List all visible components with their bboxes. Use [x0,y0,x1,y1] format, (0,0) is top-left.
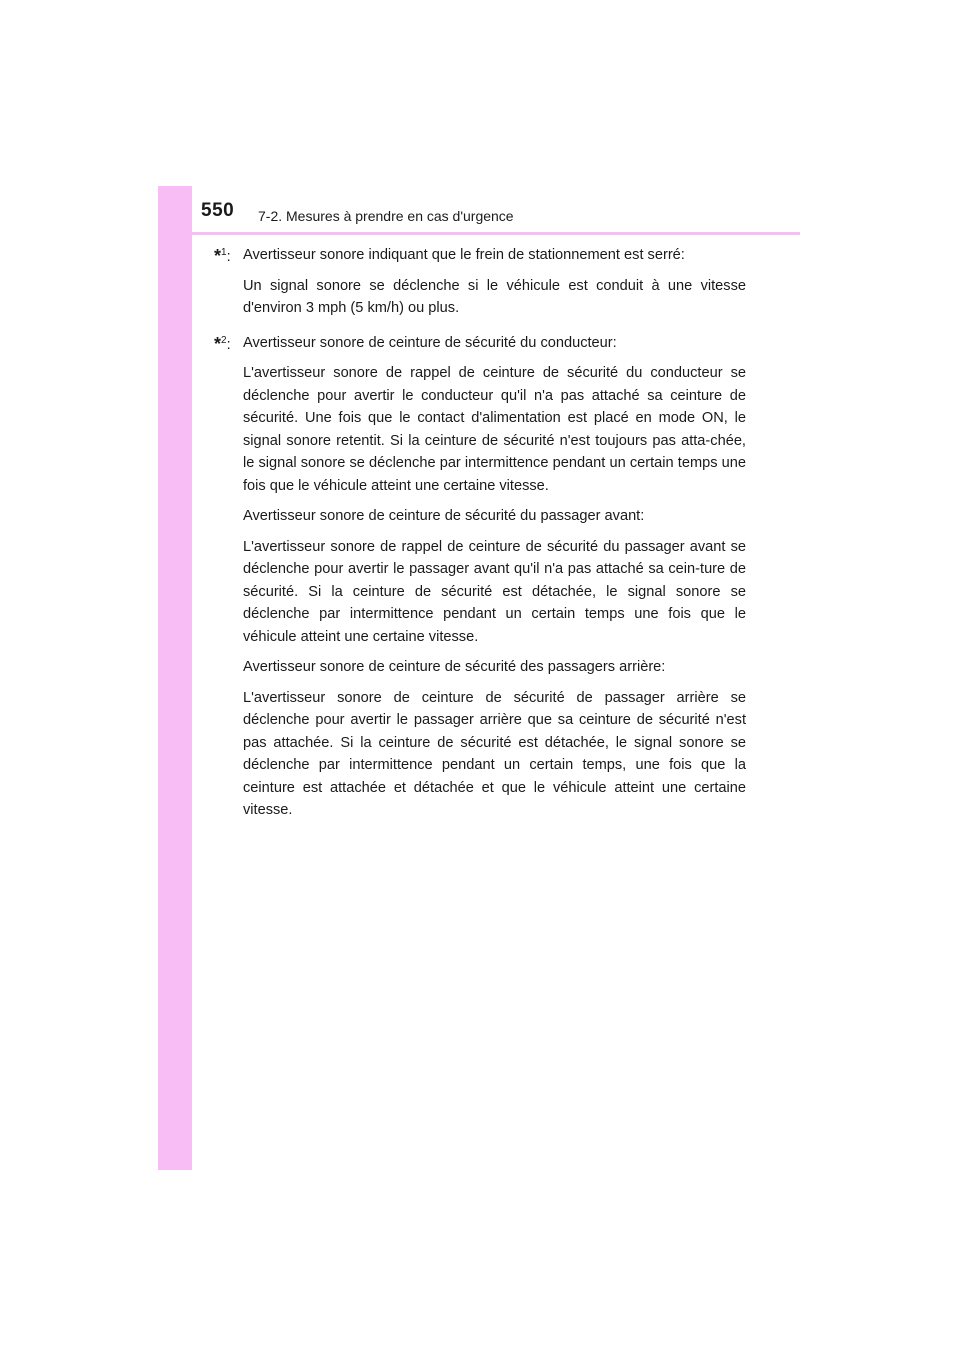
footnote-1-title-text: Avertisseur sonore indiquant que le frein de stationnement est serré: [243,247,685,263]
section-title: 7-2. Mesures à prendre en cas d'urgence [258,208,514,224]
page-number: 550 [201,200,235,221]
asterisk-icon: * [214,333,222,354]
footnote-1-paragraph: Un signal sonore se déclenche si le véhicule est conduit à une vitesse d'environ 3 mph (5 km/h) ou plus. [243,277,746,316]
footnote-2-colon: : [226,336,231,353]
driver-belt-paragraph: L'avertisseur sonore de rappel de ceinture de sécurité du conducteur se déclenche pour avertir le conducteur qu'il n'a pas attaché sa ceinture de sécurité. Une fois que le contact d'alimentation est placé en mode ON, le signal sonore retentit. Si la ceinture de sécurité n'est toujours pas atta-chée, le signal sonore se déclenche par intermittence pendant un certain temps une fois que le véhicule atteint une certaine vitesse. [243,365,746,494]
front-passenger-paragraph: L'avertisseur sonore de rappel de ceinture de sécurité du passager avant se déclenche pour avertir le passager avant qu'il n'a pas attaché sa cein-ture de sécurité. Si la ceinture de sécurité est détachée, le signal sonore se déclenche par intermittence pendant un certain temps une fois que le véhicule atteint une certaine vitesse. [243,538,746,645]
footnote-2-title-text: Avertisseur sonore de ceinture de sécurité du conducteur: [243,334,617,351]
front-passenger-heading: Avertisseur sonore de ceinture de sécurité du passager avant: [243,508,645,524]
header-rule [192,232,800,235]
footnote-1-colon: : [226,249,231,265]
footnote-1-title [210,244,746,267]
asterisk-icon: * [214,246,222,266]
footnote-2-number: 2 [221,334,227,346]
rear-passenger-heading: Avertisseur sonore de ceinture de sécurité des passagers arrière: [243,659,666,675]
footnote-1-number: 1 [221,247,227,258]
chapter-sidebar-tab [158,186,192,1170]
footnote-2-title [210,332,746,355]
footnote-2-marker [214,332,231,359]
rear-passenger-paragraph: L'avertisseur sonore de ceinture de sécurité de passager arrière se déclenche pour avertir le passager arrière que sa ceinture de sécurité n'est pas attachée. Si la ceinture de sécurité est détachée, le signal sonore se déclenche par intermittence pendant un certain temps, une fois que la ceinture est attachée et détachée et que le véhicule atteint une certaine vitesse. [243,689,746,818]
footnote-1-marker [214,244,231,271]
page-content [210,240,746,822]
